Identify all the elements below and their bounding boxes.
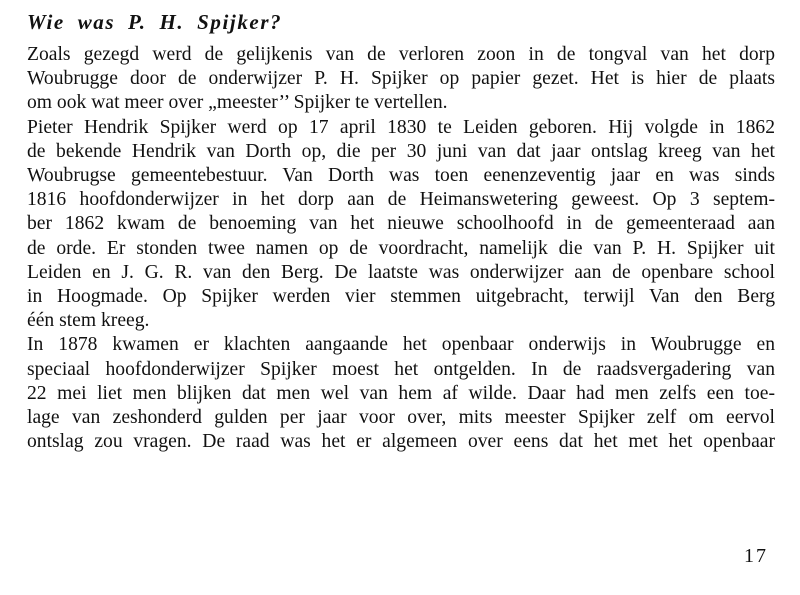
text-line: 1816 hoofdonderwijzer in het dorp aan de Heimanswetering geweest. Op 3 septem-: [27, 189, 775, 211]
text-line: in Hoogmade. Op Spijker werden vier stemmen uitgebracht, terwijl Van den Berg: [27, 286, 775, 308]
text-line: lage van zeshonderd gulden per jaar voor over, mits meester Spijker zelf om eervol: [27, 407, 775, 429]
text-line: de bekende Hendrik van Dorth op, die per 30 juni van dat jaar ontslag kreeg van het: [27, 140, 775, 162]
text-line: om ook wat meer over „meester’’ Spijker te vertellen.: [27, 92, 448, 114]
body-text: [27, 43, 775, 454]
text-line: Woubrugge door de onderwijzer P. H. Spijker op papier gezet. Het is hier de plaats: [27, 68, 775, 90]
text-line: In 1878 kwamen er klachten aangaande het openbaar onderwijs in Woubrugge en: [27, 334, 775, 356]
text-line: Woubrugse gemeentebestuur. Van Dorth was toen eenenzeventig jaar en was sinds: [27, 165, 775, 187]
text-line: Pieter Hendrik Spijker werd op 17 april 1830 te Leiden geboren. Hij volgde in 1862: [27, 116, 775, 138]
text-line: één stem kreeg.: [27, 310, 150, 332]
text-line: speciaal hoofdonderwijzer Spijker moest het ontgelden. In de raadsvergadering van: [27, 358, 775, 380]
section-heading: Wie was P. H. Spijker?: [27, 10, 283, 34]
text-line: ber 1862 kwam de benoeming van het nieuwe schoolhoofd in de gemeenteraad aan: [27, 213, 775, 235]
page-number: 17: [744, 545, 768, 567]
text-line: ontslag zou vragen. De raad was het er algemeen over eens dat het met het openbaar: [27, 431, 775, 453]
text-line: 22 mei liet men blijken dat men wel van hem af wilde. Daar had men zelfs een toe-: [27, 382, 775, 404]
text-line: Leiden en J. G. R. van den Berg. De laatste was onderwijzer aan de openbare school: [27, 261, 775, 283]
text-line: de orde. Er stonden twee namen op de voordracht, namelijk die van P. H. Spijker uit: [27, 237, 775, 259]
text-line: Zoals gezegd werd de gelijkenis van de verloren zoon in de tongval van het dorp: [27, 44, 775, 65]
